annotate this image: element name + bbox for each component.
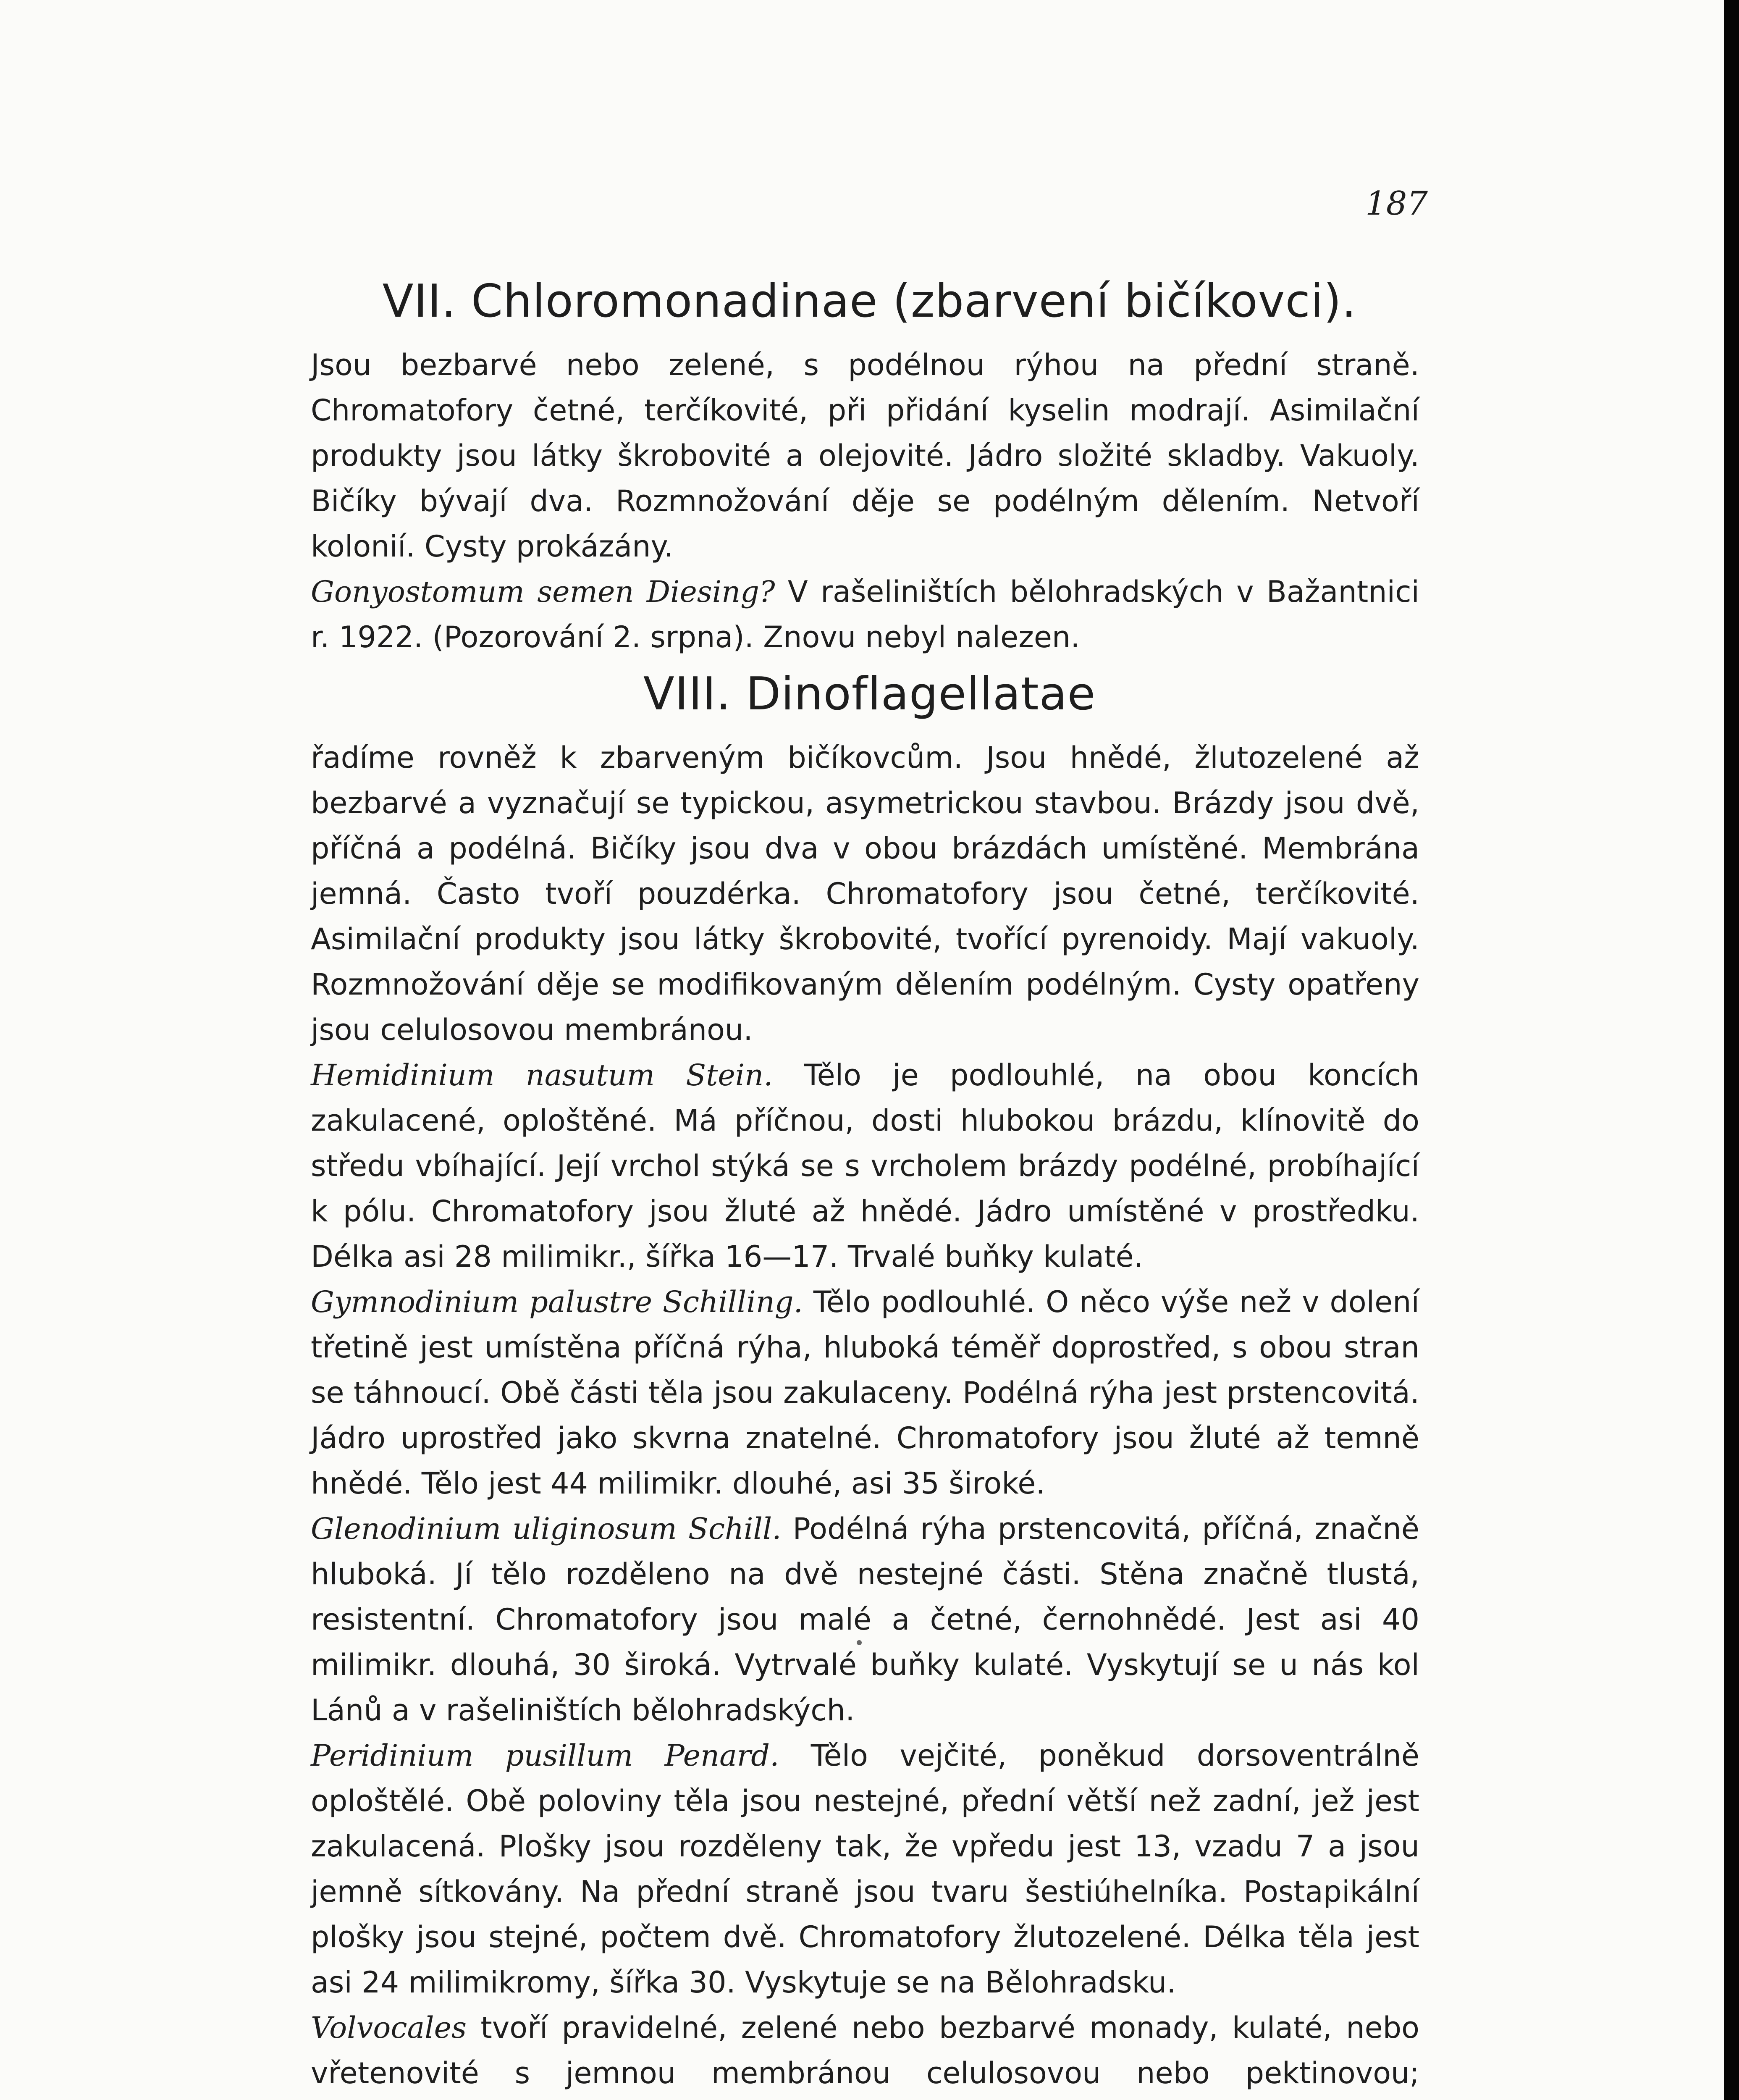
species-entry [311, 2005, 1419, 2100]
species-entry [311, 1279, 1419, 1506]
species-name: Peridinium pusillum Penard. [311, 1738, 779, 1773]
species-description: Podélná rýha prstencovitá, příčná, značně hluboká. Jí tělo rozděleno na dvě nestejné části. Stěna značně tlustá, resistentní. Chromatofory jsou malé a četné, černohnědé. Jest asi 40 milimikr. dlouhá, 30 široká. Vytrvalé buňky kulaté. Vyskytují se u nás kol Lánů a v rašeliništích bělohradských. [311, 1512, 1419, 1727]
section-body-dinoflagellatae [311, 735, 1419, 2100]
species-description: tvoří pravidelné, zelené nebo bezbarvé monady, kulaté, nebo vřetenovité s jemnou membránou celulosovou nebo pektinovou; [311, 2011, 1419, 2090]
section-intro: Jsou bezbarvé nebo zelené, s podélnou rýhou na přední straně. Chromatofory četné, terčíkovité, při přidání kyselin modrají. Asimilační produkty jsou látky škrobovité a olejovité. Jádro složité skladby. Vakuoly. Bičíky bývají dva. Rozmnožování děje se podélným dělením. Netvoří kolonií. Cysty prokázány. [311, 348, 1419, 564]
section-title-chloromonadinae: VII. Chloromonadinae (zbarvení bičíkovci). [382, 275, 1357, 328]
species-name: Hemidinium nasutum Stein. [311, 1058, 773, 1092]
species-name: Gymnodinium palustre Schilling. [311, 1285, 803, 1319]
species-description: V rašeliništích bělohradských v Bažantnici r. 1922. (Pozorování 2. srpna). Znovu nebyl nalezen. [311, 575, 1420, 654]
species-description: Tělo je podlouhlé, na obou koncích zakulacené, oploštěné. Má příčnou, dosti hlubokou brázdu, klínovitě do středu vbíhající. Její vrchol stýká se s vrcholem brázdy podélné, probíhající k pólu. Chromatofory jsou žluté až hnědé. Jádro umístěné v prostředku. Délka asi 28 milimikr., šířka 16—17. Trvalé buňky kulaté. [311, 1058, 1419, 1274]
section-intro: řadíme rovněž k zbarveným bičíkovcům. Jsou hnědé, žlutozelené až bezbarvé a vyznačují se typickou, asymetrickou stavbou. Brázdy jsou dvě, příčná a podélná. Bičíky jsou dva v obou brázdách umístěné. Membrána jemná. Často tvoří pouzdérka. Chromatofory jsou četné, terčíkovité. Asimilační produkty jsou látky škrobovité, tvořící pyrenoidy. Mají vakuoly. Rozmnožování děje se modifikovaným dělením podélným. Cysty opatřeny jsou celulosovou membránou. [311, 740, 1419, 1047]
species-entry [311, 1506, 1419, 1733]
species-description: Tělo vejčité, poněkud dorsoventrálně oploštělé. Obě poloviny těla jsou nestejné, přední větší než zadní, jež jest zakulacená. Plošky jsou rozděleny tak, že vpředu jest 13, vzadu 7 a jsou jemně sítkovány. Na přední straně jsou tvaru šestiúhelníka. Postapikální plošky jsou stejné, počtem dvě. Chromatofory žlutozelené. Délka těla jest asi 24 milimikromy, šířka 30. Vyskytuje se na Bělohradsku. [311, 1738, 1419, 2000]
section-title-dinoflagellatae: VIII. Dinoflagellatae [643, 668, 1096, 720]
species-name: Glenodinium uliginosum Schill. [311, 1512, 782, 1546]
species-entry [311, 1053, 1419, 1279]
species-entry [311, 1733, 1419, 2005]
section-body-chloromonadinae [311, 342, 1419, 660]
page-number: 187 [1365, 185, 1428, 223]
species-name: Volvocales [311, 2011, 467, 2045]
species-name: Gonyostomum semen Diesing? [311, 575, 775, 609]
species-description: Tělo podlouhlé. O něco výše než v dolení třetině jest umístěna příčná rýha, hluboká téměř doprostřed, s obou stran se táhnoucí. Obě části těla jsou zakulaceny. Podélná rýha jest prstencovitá. Jádro uprostřed jako skvrna znatelné. Chromatofory jsou žluté až temně hnědé. Tělo jest 44 milimikr. dlouhé, asi 35 široké. [311, 1285, 1419, 1501]
species-entry [311, 569, 1419, 660]
